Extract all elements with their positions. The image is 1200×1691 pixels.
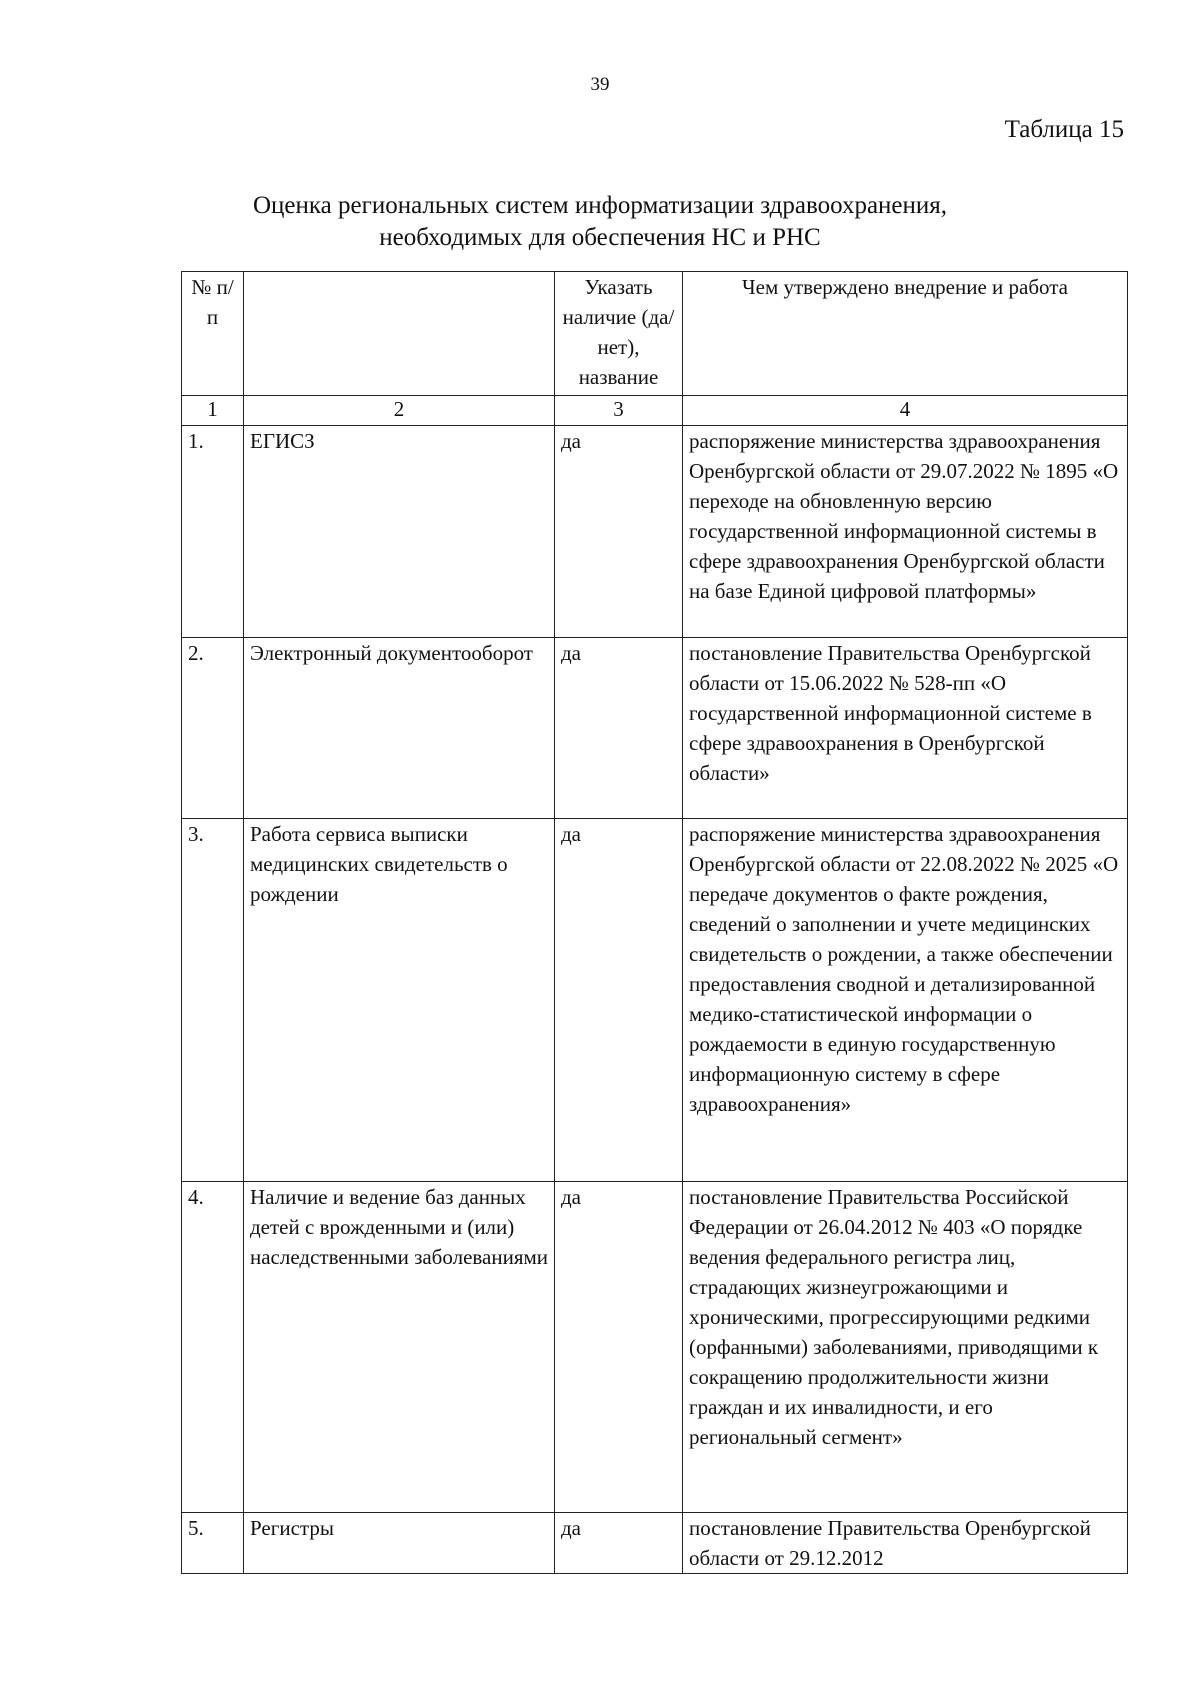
table-row — [182, 426, 1128, 638]
header-cell-name — [244, 272, 555, 396]
table-row — [182, 1182, 1128, 1513]
presence-value: да — [555, 1513, 683, 1574]
system-name: Электронный документооборот — [244, 638, 555, 819]
presence-value: да — [555, 426, 683, 638]
row-number: 4. — [182, 1182, 244, 1513]
column-number-row — [182, 396, 1128, 426]
column-number-cell: 1 — [182, 396, 244, 426]
table-row — [182, 1513, 1128, 1574]
row-number: 3. — [182, 819, 244, 1182]
table-row — [182, 819, 1128, 1182]
basis-text: постановление Правительства Оренбургской области от 29.12.2012 — [683, 1513, 1128, 1574]
system-name: ЕГИСЗ — [244, 426, 555, 638]
table-row — [182, 638, 1128, 819]
assessment-table — [181, 271, 1128, 1574]
presence-value: да — [555, 819, 683, 1182]
presence-value: да — [555, 638, 683, 819]
page-number: 39 — [590, 74, 610, 95]
header-cell-basis: Чем утверждено внедрение и работа — [683, 272, 1128, 396]
presence-value: да — [555, 1182, 683, 1513]
basis-text: распоряжение министерства здравоохранения Оренбургской области от 22.08.2022 № 2025 «О передаче документов о факте рождения, сведений о заполнении и учете медицинских свидетельств о рождении, а также обеспечении предоставления сводной и детализированной медико-статистической информации о рождаемости в единую государственную информационную систему в сфере здравоохранения» — [683, 819, 1128, 1182]
table-label: Таблица 15 — [1004, 116, 1124, 143]
header-cell-no: № п/п — [182, 272, 244, 396]
basis-text: распоряжение министерства здравоохранения Оренбургской области от 29.07.2022 № 1895 «О переходе на обновленную версию государственной информационной системы в сфере здравоохранения Оренбургской области на базе Единой цифровой платформы» — [683, 426, 1128, 638]
basis-text: постановление Правительства Оренбургской области от 15.06.2022 № 528-пп «О государственной информационной системе в сфере здравоохранения в Оренбургской области» — [683, 638, 1128, 819]
row-number: 5. — [182, 1513, 244, 1574]
title-line-1: Оценка региональных систем информатизации здравоохранения, — [252, 192, 948, 219]
column-number-cell: 4 — [683, 396, 1128, 426]
row-number: 2. — [182, 638, 244, 819]
header-cell-presence: Указать наличие (да/нет), название — [555, 272, 683, 396]
column-number-cell: 2 — [244, 396, 555, 426]
column-number-cell: 3 — [555, 396, 683, 426]
basis-text: постановление Правительства Российской Федерации от 26.04.2012 № 403 «О порядке ведения федерального регистра лиц, страдающих жизнеугрожающими и хроническими, прогрессирующими редкими (орфанными) заболеваниями, приводящими к сокращению продолжительности жизни граждан и их инвалидности, и его региональный сегмент» — [683, 1182, 1128, 1513]
title-line-2: необходимых для обеспечения НС и РНС — [379, 224, 821, 251]
table-header-row — [182, 272, 1128, 396]
system-name: Наличие и ведение баз данных детей с врожденными и (или) наследственными заболеваниями — [244, 1182, 555, 1513]
row-number: 1. — [182, 426, 244, 638]
system-name: Регистры — [244, 1513, 555, 1574]
document-title — [0, 190, 1200, 254]
system-name: Работа сервиса выписки медицинских свидетельств о рождении — [244, 819, 555, 1182]
